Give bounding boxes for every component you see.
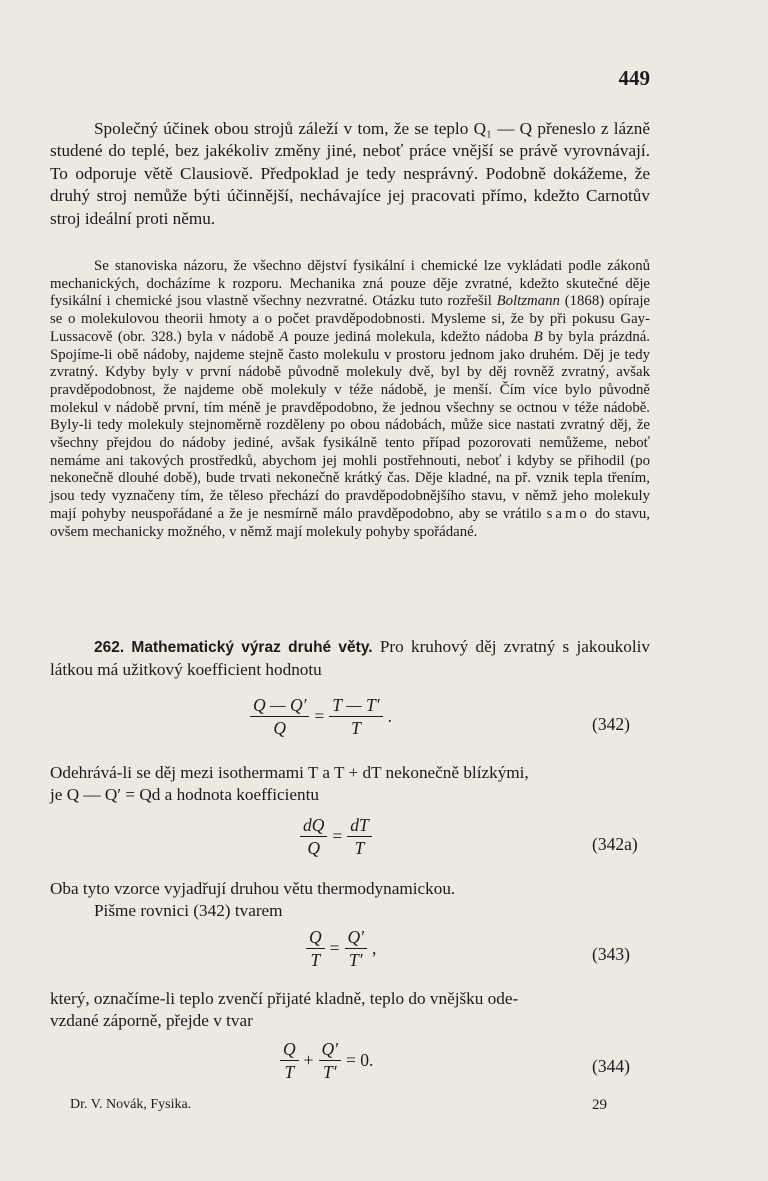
text-before-343: Pišme rovnici (342) tvarem — [94, 901, 283, 920]
fraction — [306, 926, 325, 971]
numerator: dT — [347, 814, 371, 837]
numerator: dQ — [300, 814, 327, 837]
paragraph-2-text-c: pouze jediná molekula, kdežto nádoba — [288, 328, 534, 345]
denominator: T — [354, 838, 365, 858]
spaced-word: samo — [546, 505, 590, 522]
section-title: Mathematický výraz druhé věty. — [131, 639, 373, 656]
page-number: 449 — [618, 66, 650, 90]
text-after-342-line-2: je Q — Q′ = Qd a hodnota koefficientu — [50, 785, 319, 804]
denominator: Q — [273, 718, 287, 738]
denominator: Q — [307, 838, 321, 858]
equation-label-342: (342) — [592, 714, 630, 734]
denominator: T — [284, 1062, 295, 1082]
fraction — [345, 926, 367, 971]
fraction — [300, 814, 327, 859]
numerator: Q — [306, 926, 325, 949]
equation-label-343: (343) — [592, 944, 630, 964]
paragraph-2 — [50, 258, 650, 541]
equation-label-342a: (342a) — [592, 834, 638, 854]
numerator: Q — Q′ — [250, 694, 309, 717]
equals-sign: = — [332, 826, 343, 846]
fraction — [250, 694, 309, 739]
numerator: Q — [280, 1038, 299, 1061]
fraction — [329, 694, 382, 739]
footer-book-reference: Dr. V. Novák, Fysika. — [70, 1097, 192, 1112]
vessel-b: B — [533, 328, 543, 345]
paragraph-2-text-e: do stavu, ovšem mechanicky možného, v němž mají molekuly pohyby spořádané. — [50, 505, 650, 540]
paragraph-1: Společný účinek obou strojů záleží v tom, že se teplo Q₁ — Q přeneslo z lázně studené do teplé, bez jakékoliv změny jiné, neboť práce vnější se právě vyrovnávají. To odporuje větě Clausiově. Předpoklad je tedy nesprávný. Podobně dokážeme, že druhý stroj nemůže býti účinnější, nechávajíce jej pracovati přímo, kdežto Carnotův stroj ideální proti němu. — [50, 119, 650, 228]
text-after-342a: Oba tyto vzorce vyjadřují druhou větu thermodynamickou. — [50, 879, 456, 898]
equation-344 — [280, 1038, 378, 1083]
text-after-343-line-2: vzdané záporně, přejde v tvar — [50, 1011, 253, 1030]
denominator: T — [351, 718, 361, 738]
footer-signature-number: 29 — [592, 1097, 607, 1113]
paragraph-2-text-d: by byla prázdná. Spojíme-li obě nádoby, najdeme stejně často molekulu v prostoru jednom jako druhém. Děj je tedy zvratný. Kdyby byly v první nádobě původně molekuly dvě, byl by děj rovněž zvratný, avšak pravděpodobnost, že najdeme obě molekuly v téže nádobě, je menší. Čím více bylo původně molekul v nádobě první, tím méně je pravděpodobno, že jednou všechny se octnou v téže nádobě. Byly-li tedy molekuly stejnoměrně rozděleny po obou nádobách, může sice nastati zvratný děj, že všechny přejdou do nádoby jediné, avšak fysikálně tento případ pozorovati nemůžeme, neboť nemáme ani takových prostředků, abychom jej mohli postřehnouti, neboť i kdyby se přihodil (po nekonečně dlouhé době), bude trvati nekonečně krátký čas. Děje kladné, na př. vznik tepla třením, jsou tedy vyznačeny tím, že těleso přechází do pravděpodobnějšího stavu, v němž jeho molekuly mají pohyby neuspořádané a že je nesmírně málo pravděpodobno, aby se vrátilo — [50, 328, 650, 522]
equation-label-344: (344) — [592, 1056, 630, 1076]
fraction — [319, 1038, 341, 1083]
numerator: Q′ — [345, 926, 367, 949]
denominator: T′ — [322, 1062, 337, 1082]
period: . — [387, 706, 392, 726]
denominator: T — [310, 950, 321, 970]
text-after-343-line-1: který, označíme-li teplo zvenčí přijaté kladně, teplo do vnějšku ode- — [50, 989, 519, 1008]
section-number: 262. — [94, 639, 125, 656]
author-name-boltzmann: Boltzmann — [496, 293, 560, 310]
paragraph-2-text-a: Se stanoviska názoru, že všechno dějství fysikální i chemické lze vykládati podle zákonů mechanických, docházíme k rozporu. Mechanika zná pouze děje zvratné, kdežto skutečné děje fysikální i chemické jsou vlastně všechny nezvratné. Otázku tuto rozřešil — [50, 258, 650, 310]
numerator: T — T′ — [329, 694, 382, 717]
numerator: Q′ — [319, 1038, 341, 1061]
comma: , — [371, 938, 377, 958]
paragraph-2-text-b: (1868) opíraje se o molekulovou theorii hmoty a o počet pravděpodobnosti. Mysleme si, že by při pokusu Gay-Lussacově (obr. 328.) byla v nádobě — [50, 293, 650, 345]
equation-342 — [250, 694, 397, 739]
equals-zero: = 0. — [345, 1050, 374, 1070]
vessel-a: A — [279, 328, 289, 345]
section-262 — [50, 636, 650, 682]
fraction — [280, 1038, 299, 1083]
plus-sign: + — [303, 1050, 314, 1070]
text-after-342-line-1: Odehrává-li se děj mezi isothermami T a T + dT nekonečně blízkými, — [50, 763, 529, 782]
equation-343 — [306, 926, 381, 971]
equation-342a — [300, 814, 372, 859]
section-text: Pro kruhový děj zvratný s jakoukoliv látkou má užitkový koefficient hodnotu — [50, 637, 650, 680]
denominator: T′ — [348, 950, 363, 970]
equals-sign: = — [314, 706, 325, 726]
equals-sign: = — [329, 938, 340, 958]
fraction — [347, 814, 371, 859]
